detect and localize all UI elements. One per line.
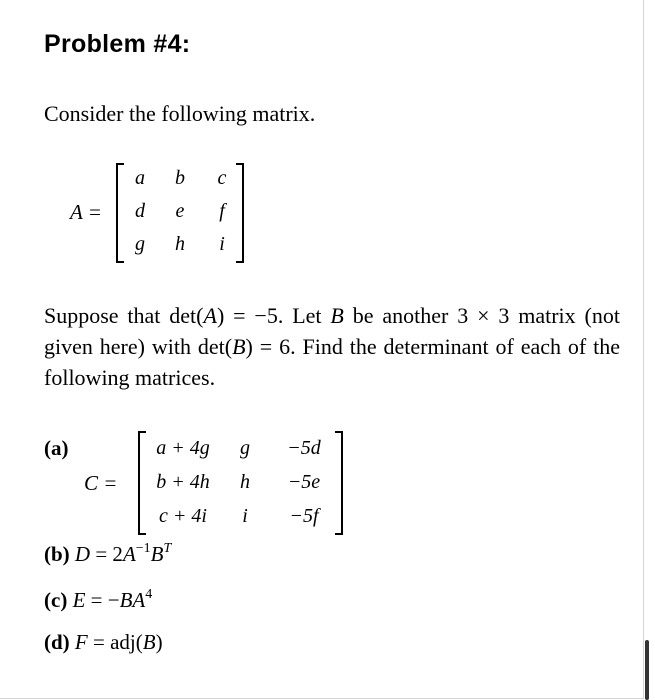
matrix-c-cell: g [240, 437, 250, 459]
matrix-c-cell: −5d [287, 437, 321, 459]
matrix-c [138, 431, 343, 535]
matrix-c-cell: c + 4i [159, 505, 207, 527]
matrix-a-cell: a [135, 167, 145, 189]
matrix-c-cell: b + 4h [156, 471, 210, 493]
matrix-a-cell: f [219, 200, 225, 222]
part-c: (c) $E = -BA^4$ [44, 587, 153, 612]
scrollbar[interactable] [645, 640, 649, 700]
matrix-a-cell: d [135, 200, 145, 222]
matrix-c-cell: h [240, 471, 250, 493]
part-b: (b) $D = 2A^{-1}B^T$ [44, 541, 172, 566]
left-bracket [138, 431, 146, 535]
problem-statement: Suppose that det(A) = −5. Let B be another 3 × 3 matrix (not given here) with det(B) = 6. Find the determinant of each of the following matrices. [44, 303, 620, 390]
matrix-a-label: A = [70, 200, 102, 224]
matrix-c-cell: −5e [287, 471, 321, 493]
part-d: (d) F = adj(B) [44, 630, 163, 654]
problem-title: Problem #4: [44, 30, 191, 58]
matrix-c-label: C = [84, 471, 118, 495]
part-a-label: (a) [44, 436, 69, 460]
matrix-a-cell: h [175, 233, 185, 255]
matrix-c-cell: i [242, 505, 248, 527]
matrix-c-cell: −5f [289, 505, 319, 527]
matrix-a-cell: e [175, 200, 185, 222]
right-bracket [335, 431, 343, 535]
matrix-a-cell: g [135, 233, 145, 255]
matrix-c-cell: a + 4g [156, 437, 210, 459]
matrix-a-cell: c [217, 167, 227, 189]
matrix-a-cell: i [219, 233, 225, 255]
matrix-a [116, 163, 244, 263]
matrix-a-cell: b [175, 167, 185, 189]
intro-text: Consider the following matrix. [44, 101, 316, 126]
